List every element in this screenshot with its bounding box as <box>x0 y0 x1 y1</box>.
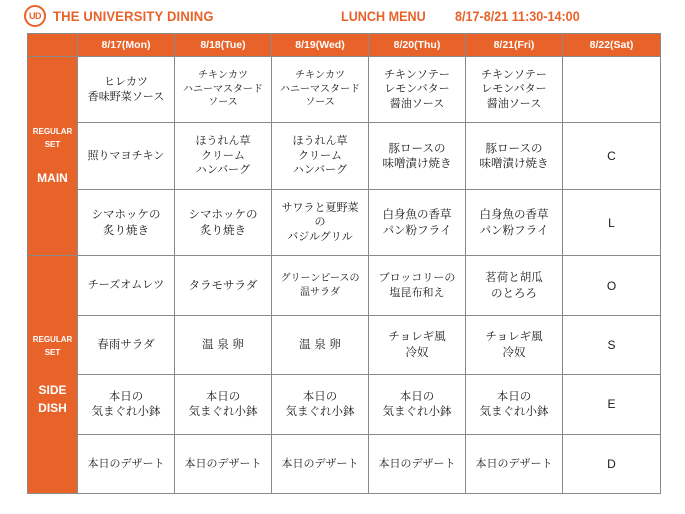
dish-line: 白身魚の香草 <box>479 207 549 222</box>
dish-line: 冷奴 <box>405 344 429 359</box>
dish-line: レモンバター <box>481 82 547 96</box>
dish-line: チキンカツ <box>198 70 248 82</box>
saturday-cell: E <box>563 375 661 434</box>
section-label-side-dish <box>28 256 78 494</box>
section-label-main <box>28 57 78 256</box>
dish-cell-thu <box>369 57 466 123</box>
dish-line: 本日のデザート <box>87 456 165 470</box>
dish-line: 本日の <box>205 388 241 403</box>
dish-line: タラモサラダ <box>188 277 258 292</box>
dish-cell-tue <box>175 256 272 315</box>
day-header-row <box>28 34 661 57</box>
dish-line: チキンソテー <box>481 67 547 81</box>
saturday-cell: S <box>563 315 661 374</box>
dish-line: 本日の <box>302 388 338 403</box>
dish-line: ブロッコリーの <box>378 271 456 285</box>
ud-logo-icon: UD <box>24 5 46 27</box>
corner-cell <box>28 34 78 57</box>
menu-date-time-range: 8/17-8/21 11:30-14:00 <box>455 8 580 24</box>
dish-line: 本日の <box>496 388 532 403</box>
dish-cell-fri <box>466 123 563 189</box>
dish-line: クリーム <box>298 148 342 162</box>
saturday-cell: L <box>563 189 661 255</box>
dish-line: シマホッケの <box>91 207 161 222</box>
day-header-wed: 8/19(Wed) <box>272 34 369 57</box>
dish-cell-fri <box>466 315 563 374</box>
dish-line: 茗荷と胡瓜 <box>485 270 543 285</box>
dish-line: 本日のデザート <box>281 456 359 470</box>
dish-line: チキンソテー <box>384 67 450 81</box>
dish-line: 炙り焼き <box>103 222 149 237</box>
lunch-menu-table <box>27 33 661 494</box>
dish-cell-wed <box>272 256 369 315</box>
dish-cell-mon <box>78 123 175 189</box>
dish-line: グリーンピースの <box>280 273 360 285</box>
dish-line: 豚ロースの <box>388 140 446 155</box>
dish-line: ハニーマスタード <box>183 83 263 95</box>
dish-line: 気まぐれ小鉢 <box>285 404 355 419</box>
menu-row-main-2 <box>28 123 661 189</box>
dish-line: 気まぐれ小鉢 <box>91 404 161 419</box>
saturday-cell <box>563 57 661 123</box>
day-header-mon: 8/17(Mon) <box>78 34 175 57</box>
dish-cell-tue <box>175 57 272 123</box>
dish-cell-tue <box>175 189 272 255</box>
dish-line: チョレギ風 <box>388 329 446 344</box>
dish-cell-mon <box>78 57 175 123</box>
dish-line: ハンバーグ <box>195 163 251 177</box>
saturday-cell: D <box>563 434 661 493</box>
dish-cell-fri <box>466 189 563 255</box>
day-header-thu: 8/20(Thu) <box>369 34 466 57</box>
dish-line: ソース <box>208 97 238 109</box>
dish-cell-tue <box>175 123 272 189</box>
dish-cell-fri <box>466 57 563 123</box>
dish-line: チキンカツ <box>295 70 345 82</box>
dish-line: 味噌漬け焼き <box>382 156 452 171</box>
section-main-gap <box>30 151 75 169</box>
day-header-fri: 8/21(Fri) <box>466 34 563 57</box>
dish-cell-mon <box>78 315 175 374</box>
menu-row-side-3 <box>28 375 661 434</box>
dish-cell-mon <box>78 375 175 434</box>
dish-cell-wed <box>272 434 369 493</box>
section-main-line1: REGULAR <box>32 127 73 137</box>
dish-cell-thu <box>369 123 466 189</box>
menu-row-side-4 <box>28 434 661 493</box>
menu-row-main-1 <box>28 57 661 123</box>
dish-line: 温 泉 卵 <box>202 337 244 352</box>
dish-cell-fri <box>466 256 563 315</box>
section-side-line2: SET <box>44 347 61 357</box>
section-side-title1: SIDE <box>38 382 67 397</box>
dish-line: 炙り焼き <box>200 222 246 237</box>
dish-line: クリーム <box>201 148 245 162</box>
dish-line: 醤油ソース <box>486 96 542 110</box>
dish-cell-mon <box>78 434 175 493</box>
dish-line: ヒレカツ <box>104 75 148 89</box>
day-header-sat: 8/22(Sat) <box>563 34 661 57</box>
dish-line: 本日のデザート <box>475 456 553 470</box>
dish-line: パン粉フライ <box>382 222 452 237</box>
saturday-cell: O <box>563 256 661 315</box>
dish-line: 温サラダ <box>300 286 340 298</box>
saturday-cell: C <box>563 123 661 189</box>
dish-line: ほうれん草 <box>195 134 251 148</box>
dish-line: 本日の <box>399 388 435 403</box>
dish-line: ソース <box>305 97 335 109</box>
dish-line: チョレギ風 <box>485 329 543 344</box>
menu-row-side-1 <box>28 256 661 315</box>
dish-line: 気まぐれ小鉢 <box>188 404 258 419</box>
dish-line: 豚ロースの <box>485 140 543 155</box>
brand-title: THE UNIVERSITY DINING <box>53 8 214 24</box>
dish-cell-thu <box>369 375 466 434</box>
section-main-title: MAIN <box>37 171 68 186</box>
dish-line: ハンバーグ <box>292 163 348 177</box>
dish-line: のとろろ <box>491 285 537 300</box>
dish-line: 味噌漬け焼き <box>479 156 549 171</box>
dish-cell-thu <box>369 434 466 493</box>
dish-line: 春雨サラダ <box>97 337 155 352</box>
dish-cell-tue <box>175 375 272 434</box>
dish-cell-wed <box>272 123 369 189</box>
dish-line: チーズオムレツ <box>87 278 165 292</box>
menu-row-side-2 <box>28 315 661 374</box>
dish-line: 醤油ソース <box>389 96 445 110</box>
dish-cell-mon <box>78 189 175 255</box>
dish-line: 白身魚の香草 <box>382 207 452 222</box>
dish-cell-wed <box>272 189 369 255</box>
dish-cell-fri <box>466 375 563 434</box>
section-side-line1: REGULAR <box>32 334 73 344</box>
dish-cell-thu <box>369 315 466 374</box>
dish-line: 塩昆布和え <box>389 285 445 299</box>
section-side-gap <box>30 359 75 381</box>
dish-cell-tue <box>175 434 272 493</box>
dish-line: サワラと夏野菜 <box>281 200 359 214</box>
dish-line: パン粉フライ <box>479 222 549 237</box>
dish-line: 香味野菜ソース <box>87 89 165 103</box>
dish-cell-wed <box>272 57 369 123</box>
section-side-title2: DISH <box>38 400 67 415</box>
dish-line: 気まぐれ小鉢 <box>479 404 549 419</box>
menu-row-main-3 <box>28 189 661 255</box>
dish-line: ほうれん草 <box>292 134 348 148</box>
dish-cell-thu <box>369 189 466 255</box>
dish-cell-fri <box>466 434 563 493</box>
dish-line: シマホッケの <box>188 207 258 222</box>
dish-cell-wed <box>272 315 369 374</box>
header <box>0 0 685 34</box>
day-header-tue: 8/18(Tue) <box>175 34 272 57</box>
dish-line: 温 泉 卵 <box>299 337 341 352</box>
dish-line: 照りマヨチキン <box>87 148 165 162</box>
dish-line: 気まぐれ小鉢 <box>382 404 452 419</box>
dish-line: の <box>314 215 326 229</box>
dish-line: バジルグリル <box>287 229 353 243</box>
dish-line: ハニーマスタード <box>280 83 360 95</box>
dish-cell-mon <box>78 256 175 315</box>
dish-line: 冷奴 <box>502 344 526 359</box>
section-main-line2: SET <box>44 140 61 150</box>
dish-line: 本日のデザート <box>378 456 456 470</box>
dish-line: 本日のデザート <box>184 456 262 470</box>
dish-line: レモンバター <box>384 82 450 96</box>
dish-cell-wed <box>272 375 369 434</box>
dish-cell-thu <box>369 256 466 315</box>
menu-label: LUNCH MENU <box>341 8 426 24</box>
dish-cell-tue <box>175 315 272 374</box>
dish-line: 本日の <box>108 388 144 403</box>
